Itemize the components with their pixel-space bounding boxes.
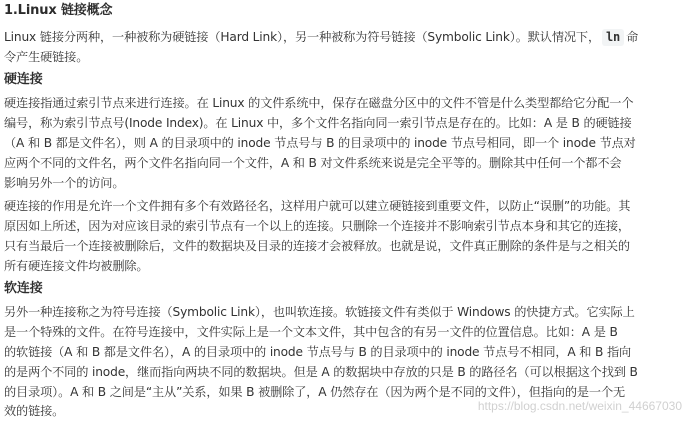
soft-p1-line: 的软链接（A 和 B 都是文件名），A 的目录项中的 inode 节点号与 B 的目录项中的 inode 节点号不相同，A 和 B 指向 <box>4 345 632 359</box>
hard-p1-line: 应两个不同的文件名，两个文件名指向同一个文件，A 和 B 对文件系统来说是完全平等的。删除其中任何一个都不会 <box>4 156 622 170</box>
hard-p1-line: 硬连接指通过索引节点来进行连接。在 Linux 的文件系统中，保存在磁盘分区中的文件不管是什么类型都给它分配一个 <box>4 96 634 110</box>
section-title: 1.Linux 链接概念 <box>4 3 113 18</box>
soft-p1-line: 的是两个不同的 inode，继而指向两块不同的数据块。但是 A 的数据块中存放的只是 B 的路径名（可以根据这个找到 B <box>4 365 638 379</box>
hard-p2-line: 所有硬连接文件均被删除。 <box>4 259 149 273</box>
intro-text: Linux 链接分两种，一种被称为硬链接（Hard Link），另一种被称为符号链接（Symbolic Link）。默认情况下， <box>4 30 600 44</box>
hard-p1-line: （A 和 B 都是文件名），则 A 的目录项中的 inode 节点号与 B 的目录项中的 inode 节点号相同，即一个 inode 节点对 <box>4 136 636 150</box>
hard-p1-line: 影响另外一个的访问。 <box>4 176 125 190</box>
hard-p2-line: 硬连接的作用是允许一个文件拥有多个有效路径名，这样用户就可以建立硬链接到重要文件，以防止“误删”的功能。其 <box>4 199 631 213</box>
intro-text-tail: 命 <box>626 30 639 44</box>
soft-p1-line: 另外一种连接称之为符号连接（Symbolic Link），也叫软连接。软链接文件有类似于 Windows 的快捷方式。它实际上 <box>4 305 635 319</box>
soft-p1-line: 的目录项）。A 和 B 之间是“主从”关系，如果 B 被删除了，A 仍然存在（因为两个是不同的文件），但指向的是一个无 <box>4 385 626 399</box>
hard-p1-line: 编号，称为索引节点号(Inode Index)。在 Linux 中，多个文件名指向同一索引节点是存在的。比如：A 是 B 的硬链接 <box>4 116 632 130</box>
soft-link-heading: 软连接 <box>4 281 43 296</box>
soft-p1-line: 是一个特殊的文件。在符号连接中，文件实际上是一个文本文件，其中包含的有另一文件的位置信息。比如：A 是 B <box>4 325 618 339</box>
intro-line-1 <box>4 27 688 47</box>
hard-link-heading: 硬连接 <box>4 72 43 87</box>
intro-line-2: 令产生硬链接。 <box>4 50 89 64</box>
hard-p2-line: 只有当最后一个连接被删除后，文件的数据块及目录的连接才会被释放。也就是说，文件真正删除的条件是与之相关的 <box>4 239 630 253</box>
hard-p2-line: 原因如上所述，因为对应该目录的索引节点有一个以上的连接。只删除一个连接并不影响索引节点本身和其它的连接， <box>4 219 630 233</box>
soft-p1-line: 效的链接。 <box>4 404 65 418</box>
watermark: https://blog.csdn.net/weixin_44667030 <box>477 399 682 413</box>
inline-code-ln: ln <box>602 29 624 46</box>
